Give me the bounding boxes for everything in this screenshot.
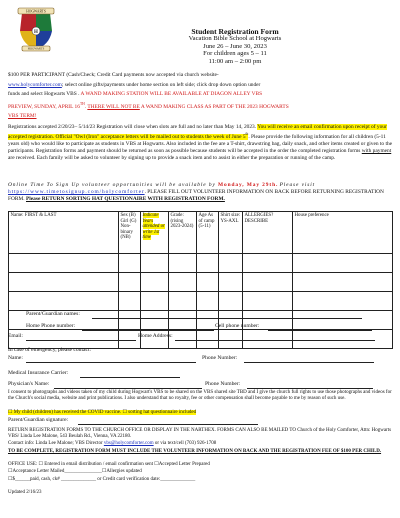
physician-name-field[interactable]: [54, 388, 202, 389]
office-use-line-3: ☐$______paid, cash, ck# ______________ or Credit card verification date:______________: [8, 477, 196, 482]
contact-info-text: Contact info: Linda Lee Malone; VBS Director: [8, 441, 104, 446]
emergency-phone-field[interactable]: [244, 362, 374, 363]
payment-line-3: funds and select Hogwarts VBS .: [8, 91, 80, 98]
covid-vaccine-statement: [8, 410, 394, 416]
form-header: [130, 28, 340, 65]
wand-notice-3: A WAND MAKING CLASS AS PART OF THE 2023 HOGWARTS: [139, 103, 289, 110]
home-phone-label: Home Phone number:: [26, 323, 76, 329]
wand-notice-emphasis: THERE WILL NOT BE: [87, 103, 140, 110]
table-row[interactable]: [9, 254, 393, 273]
camp-dates: June 26 – June 30, 2023: [203, 42, 267, 50]
col-header-grade: Grade: (rising 2023-2024): [169, 212, 197, 254]
crest-banner-bottom-text: HOGWARTS: [27, 46, 45, 51]
contact-info: [8, 441, 394, 447]
camp-ages: For children ages 5 – 11: [203, 50, 267, 58]
office-use-line-2: ☐Acceptance Letter Mailed_______________☐Allergies updated: [8, 469, 142, 474]
hogwarts-crest-logo: [16, 5, 56, 53]
wand-notice-4: VBS TERM!: [8, 113, 37, 120]
home-address-field[interactable]: [175, 340, 375, 341]
crest-banner-top-text: HOGWARTS: [26, 9, 46, 14]
physician-name-label: Physician's Name:: [8, 381, 50, 387]
col-header-sex: Sex (B) Girl (G) Non-binary (NB): [119, 212, 141, 254]
email-label: Email:: [8, 333, 23, 339]
covid-statement-text: My child (children) has received the COVID vaccine. ☐ sorting hat questionnaire included: [13, 410, 197, 415]
cell-phone-label: Cell phone number:: [215, 323, 260, 329]
registration-info-paragraph: [8, 124, 394, 162]
parent-names-field[interactable]: [92, 318, 362, 319]
signature-field[interactable]: [78, 424, 258, 425]
online-signup-text: Online Time To Sign Up volunteer opportunities will be available by: [8, 182, 218, 188]
form-subtitle: Vacation Bible School at Hogwarts: [188, 35, 282, 43]
emergency-phone-label: Phone Number:: [202, 355, 238, 361]
wand-notice-punct: .: [84, 103, 88, 110]
home-phone-field[interactable]: [82, 330, 214, 331]
completion-requirement: TO BE COMPLETE, REGISTRATION FORM MUST INCLUDE THE VOLUNTEER INFORMATION ON BACK AND THE REGISTRATION FEE OF $100 PER CHILD.: [8, 449, 382, 454]
form-title: Student Registration Form: [191, 27, 279, 36]
please-visit-text: Please visit: [279, 182, 316, 188]
emergency-contact-label: In case of emergency, please contact:: [8, 347, 92, 353]
table-header-row: [9, 212, 393, 254]
col-header-name: Name: FIRST & LAST: [9, 212, 119, 254]
table-row[interactable]: [9, 292, 393, 311]
covid-checkbox[interactable]: ☐: [8, 410, 14, 415]
col-header-age: Age As of camp (5-11): [197, 212, 219, 254]
signup-date: Monday, May 29th.: [217, 182, 279, 188]
registration-details-text: . Please provide the following information for all children (5-11 years old) who would like to participate as students in VBS at Hogwarts. Also included in the fee are a T-shirt, drawstring bag, daily snack, and other items created or given to the participants. Registration forms and payment should be returned as soon as possible because students will be accepted in the order the completed registration forms: [8, 133, 393, 155]
email-field[interactable]: [26, 340, 136, 341]
home-address-label: Home Address:: [138, 333, 173, 339]
medical-insurance-field[interactable]: [80, 377, 180, 378]
return-instructions: RETURN REGISTRATION FORMS TO THE CHURCH OFFICE OR DISPLAY IN THE NARTHEX. FORMS CAN ALSO BE MAILED TO Church of the Holy Comforter, Attn: Hogwarts VBS/ Linda Lee Malone, 543 Beulah Rd., Vienna, VA 22180.: [8, 428, 392, 440]
table-row[interactable]: [9, 330, 393, 349]
col-header-allergies: ALLERGIES? DESCRIBE: [243, 212, 293, 254]
col-header-shirt: Shirt size: YS-AXL: [219, 212, 243, 254]
signup-link[interactable]: https://www.timetosignup.com/holycomforter: [8, 189, 145, 196]
col-header-house: House preference: [293, 212, 393, 254]
sorting-hat-return-text: Please RETURN SORTING HAT QUESTIONAIRE WITH REGISTRATION FORM.: [25, 196, 225, 203]
confirmation-highlight-sup: th: [245, 132, 249, 137]
physician-phone-field[interactable]: [247, 388, 373, 389]
contact-phone-text: or via text/cell (703) 926-1708: [153, 441, 217, 446]
with-payment-text: with payment: [361, 148, 392, 155]
cell-phone-field[interactable]: [268, 330, 372, 331]
volunteer-ask-text: are received. Each family will be asked to volunteer by signing up to provide a snack item and to assist in either the preparation or running of the camp.: [8, 155, 336, 162]
col-header-years-text: Indicate Years attended or write 1st time: [142, 213, 165, 241]
medical-insurance-label: Medical Insurance Carrier:: [8, 370, 69, 376]
col-header-years: [141, 212, 169, 254]
confirmation-highlight-text: You will receive an email confirmation upon receipt of your accepted registration. Official "Owl (Iron" acceptance letters will be mailed out to students the week of June 5: [8, 124, 387, 140]
table-row[interactable]: [9, 273, 393, 292]
crest-center-letter: H: [34, 30, 38, 35]
physician-phone-label: Phone Number:: [205, 381, 241, 387]
emergency-name-label: Name:: [8, 355, 23, 361]
parent-names-label: Parent/Guardian names:: [26, 311, 80, 317]
church-website-link[interactable]: www.holycomforter.com: [8, 81, 62, 88]
payment-line-2: ; select online gifts/payments under home section on left side; click drop down option under: [61, 81, 261, 88]
wand-notice-sup: TH: [79, 101, 85, 106]
wand-notice-1: A WAND MAKING STATION WILL BE AVAILABLE AT DIAGON ALLEY VBS: [79, 91, 263, 98]
office-use-line-1: OFFICE USE: ☐ Entered in email distribution / email confirmation sent ☐Accepted Letter Prepared: [8, 462, 210, 467]
photo-consent-text: I consent to photographs and videos taken of my child during Hogwart's VBS to be shared on the VBS shared site TBD and I give the church full rights to use those photographs and videos for the Church's social media, website and print publications. I also understand that no royalty, fee or other compensation shall become payable to me by reason of such use.: [8, 390, 392, 402]
camp-time: 11:00 am – 2:00 pm: [208, 57, 262, 65]
payment-line-1: $100 PER PARTICIPANT (Cash/Check; Credit Card payments now accepted via church website-: [8, 72, 219, 78]
wand-notice-2: PREVIEW, SUNDAY, APRIL 16: [8, 103, 80, 110]
volunteer-signup-info: [8, 182, 394, 203]
emergency-name-field[interactable]: [26, 362, 196, 363]
volunteer-back-text: . PLEASE FILL OUT VOLUNTEER INFORMATION ON BACK BEFORE RETURNING REGISTRATION FORM.: [8, 189, 384, 203]
signature-label: Parent/Guardian signature:: [8, 417, 69, 423]
payment-info: [8, 72, 394, 120]
contact-email-link[interactable]: vbs@holycomforter.com: [103, 441, 154, 446]
registration-dates-text: Registrations accepted 2/20/23– 5/14/23 Registration will close when slots are full and no later than May 14, 2023.: [8, 124, 257, 130]
updated-date: Updated 2/16/23: [8, 490, 42, 495]
